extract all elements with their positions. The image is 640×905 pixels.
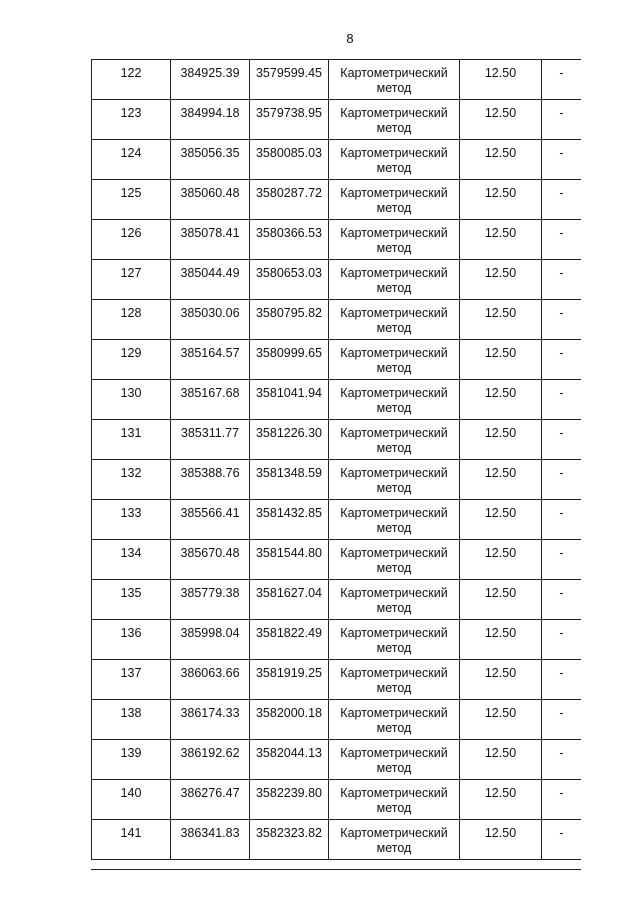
method-cell: Картометрический метод <box>329 340 460 380</box>
note-cell: - <box>542 380 582 420</box>
method-cell: Картометрический метод <box>329 540 460 580</box>
method-cell: Картометрический метод <box>329 140 460 180</box>
point-number-cell: 130 <box>92 380 171 420</box>
table-row <box>92 500 582 540</box>
accuracy-cell: 12.50 <box>460 140 542 180</box>
y-coordinate-cell: 3580999.65 <box>250 340 329 380</box>
note-cell: - <box>542 620 582 660</box>
method-cell: Картометрический метод <box>329 500 460 540</box>
point-number-cell: 125 <box>92 180 171 220</box>
note-cell: - <box>542 540 582 580</box>
accuracy-cell: 12.50 <box>460 180 542 220</box>
method-cell: Картометрический метод <box>329 700 460 740</box>
method-cell: Картометрический метод <box>329 460 460 500</box>
y-coordinate-cell: 3582239.80 <box>250 780 329 820</box>
y-coordinate-cell: 3580653.03 <box>250 260 329 300</box>
method-cell: Картометрический метод <box>329 620 460 660</box>
y-coordinate-cell: 3581041.94 <box>250 380 329 420</box>
accuracy-cell: 12.50 <box>460 420 542 460</box>
table-body <box>92 60 582 860</box>
y-coordinate-cell: 3580287.72 <box>250 180 329 220</box>
table-row <box>92 300 582 340</box>
x-coordinate-cell: 385164.57 <box>171 340 250 380</box>
x-coordinate-cell: 385056.35 <box>171 140 250 180</box>
point-number-cell: 132 <box>92 460 171 500</box>
page-number: 8 <box>346 31 354 46</box>
y-coordinate-cell: 3581226.30 <box>250 420 329 460</box>
accuracy-cell: 12.50 <box>460 540 542 580</box>
x-coordinate-cell: 384925.39 <box>171 60 250 100</box>
x-coordinate-cell: 385060.48 <box>171 180 250 220</box>
point-number-cell: 141 <box>92 820 171 860</box>
note-cell: - <box>542 700 582 740</box>
coordinates-table-container <box>91 59 581 870</box>
point-number-cell: 128 <box>92 300 171 340</box>
table-row <box>92 420 582 460</box>
method-cell: Картометрический метод <box>329 380 460 420</box>
x-coordinate-cell: 385388.76 <box>171 460 250 500</box>
method-cell: Картометрический метод <box>329 220 460 260</box>
y-coordinate-cell: 3582323.82 <box>250 820 329 860</box>
y-coordinate-cell: 3581432.85 <box>250 500 329 540</box>
table-row <box>92 780 582 820</box>
method-cell: Картометрический метод <box>329 100 460 140</box>
y-coordinate-cell: 3580085.03 <box>250 140 329 180</box>
y-coordinate-cell: 3582044.13 <box>250 740 329 780</box>
point-number-cell: 129 <box>92 340 171 380</box>
note-cell: - <box>542 60 582 100</box>
note-cell: - <box>542 100 582 140</box>
point-number-cell: 137 <box>92 660 171 700</box>
point-number-cell: 134 <box>92 540 171 580</box>
method-cell: Картометрический метод <box>329 260 460 300</box>
y-coordinate-cell: 3581544.80 <box>250 540 329 580</box>
note-cell: - <box>542 420 582 460</box>
x-coordinate-cell: 385078.41 <box>171 220 250 260</box>
x-coordinate-cell: 385998.04 <box>171 620 250 660</box>
y-coordinate-cell: 3579738.95 <box>250 100 329 140</box>
point-number-cell: 135 <box>92 580 171 620</box>
point-number-cell: 131 <box>92 420 171 460</box>
x-coordinate-cell: 386341.83 <box>171 820 250 860</box>
note-cell: - <box>542 820 582 860</box>
table-row <box>92 140 582 180</box>
point-number-cell: 127 <box>92 260 171 300</box>
method-cell: Картометрический метод <box>329 180 460 220</box>
x-coordinate-cell: 384994.18 <box>171 100 250 140</box>
x-coordinate-cell: 386276.47 <box>171 780 250 820</box>
y-coordinate-cell: 3581919.25 <box>250 660 329 700</box>
table-row <box>92 460 582 500</box>
table-row <box>92 340 582 380</box>
note-cell: - <box>542 300 582 340</box>
method-cell: Картометрический метод <box>329 780 460 820</box>
accuracy-cell: 12.50 <box>460 380 542 420</box>
y-coordinate-cell: 3581627.04 <box>250 580 329 620</box>
table-row <box>92 380 582 420</box>
note-cell: - <box>542 740 582 780</box>
table-row <box>92 180 582 220</box>
note-cell: - <box>542 780 582 820</box>
accuracy-cell: 12.50 <box>460 500 542 540</box>
note-cell: - <box>542 140 582 180</box>
y-coordinate-cell: 3579599.45 <box>250 60 329 100</box>
x-coordinate-cell: 385779.38 <box>171 580 250 620</box>
accuracy-cell: 12.50 <box>460 740 542 780</box>
table-row <box>92 100 582 140</box>
y-coordinate-cell: 3580366.53 <box>250 220 329 260</box>
accuracy-cell: 12.50 <box>460 700 542 740</box>
table-row <box>92 540 582 580</box>
y-coordinate-cell: 3580795.82 <box>250 300 329 340</box>
y-coordinate-cell: 3581822.49 <box>250 620 329 660</box>
x-coordinate-cell: 385670.48 <box>171 540 250 580</box>
x-coordinate-cell: 386174.33 <box>171 700 250 740</box>
note-cell: - <box>542 660 582 700</box>
note-cell: - <box>542 580 582 620</box>
table-row <box>92 820 582 860</box>
accuracy-cell: 12.50 <box>460 660 542 700</box>
note-cell: - <box>542 500 582 540</box>
x-coordinate-cell: 385311.77 <box>171 420 250 460</box>
point-number-cell: 138 <box>92 700 171 740</box>
note-cell: - <box>542 460 582 500</box>
point-number-cell: 133 <box>92 500 171 540</box>
x-coordinate-cell: 385030.06 <box>171 300 250 340</box>
table-row <box>92 60 582 100</box>
note-cell: - <box>542 220 582 260</box>
point-number-cell: 136 <box>92 620 171 660</box>
method-cell: Картометрический метод <box>329 740 460 780</box>
accuracy-cell: 12.50 <box>460 100 542 140</box>
method-cell: Картометрический метод <box>329 580 460 620</box>
x-coordinate-cell: 385044.49 <box>171 260 250 300</box>
accuracy-cell: 12.50 <box>460 820 542 860</box>
point-number-cell: 126 <box>92 220 171 260</box>
point-number-cell: 139 <box>92 740 171 780</box>
y-coordinate-cell: 3582000.18 <box>250 700 329 740</box>
table-row <box>92 660 582 700</box>
accuracy-cell: 12.50 <box>460 580 542 620</box>
table-row <box>92 740 582 780</box>
method-cell: Картометрический метод <box>329 660 460 700</box>
table-row <box>92 260 582 300</box>
method-cell: Картометрический метод <box>329 820 460 860</box>
accuracy-cell: 12.50 <box>460 460 542 500</box>
x-coordinate-cell: 386192.62 <box>171 740 250 780</box>
table-row <box>92 620 582 660</box>
accuracy-cell: 12.50 <box>460 260 542 300</box>
x-coordinate-cell: 385566.41 <box>171 500 250 540</box>
x-coordinate-cell: 386063.66 <box>171 660 250 700</box>
method-cell: Картометрический метод <box>329 60 460 100</box>
method-cell: Картометрический метод <box>329 420 460 460</box>
point-number-cell: 123 <box>92 100 171 140</box>
point-number-cell: 122 <box>92 60 171 100</box>
point-number-cell: 140 <box>92 780 171 820</box>
method-cell: Картометрический метод <box>329 300 460 340</box>
table-row <box>92 580 582 620</box>
coordinates-table <box>91 59 581 860</box>
table-row <box>92 220 582 260</box>
y-coordinate-cell: 3581348.59 <box>250 460 329 500</box>
accuracy-cell: 12.50 <box>460 620 542 660</box>
accuracy-cell: 12.50 <box>460 220 542 260</box>
x-coordinate-cell: 385167.68 <box>171 380 250 420</box>
point-number-cell: 124 <box>92 140 171 180</box>
accuracy-cell: 12.50 <box>460 780 542 820</box>
note-cell: - <box>542 260 582 300</box>
note-cell: - <box>542 340 582 380</box>
accuracy-cell: 12.50 <box>460 340 542 380</box>
accuracy-cell: 12.50 <box>460 60 542 100</box>
table-row <box>92 700 582 740</box>
note-cell: - <box>542 180 582 220</box>
accuracy-cell: 12.50 <box>460 300 542 340</box>
